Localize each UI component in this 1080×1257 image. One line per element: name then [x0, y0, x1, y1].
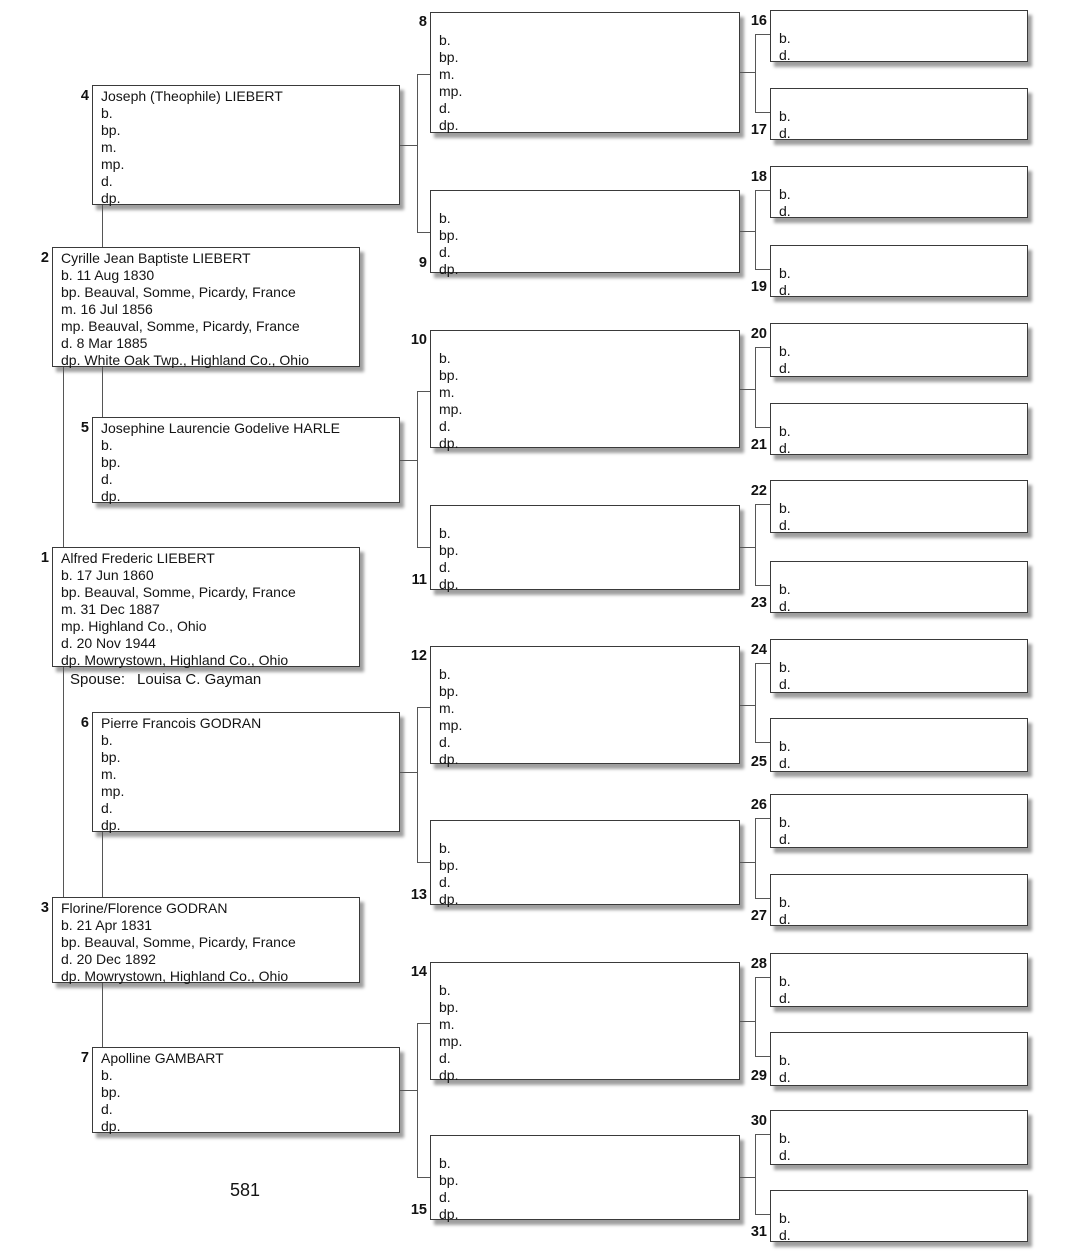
person-fields	[779, 1210, 1023, 1244]
person-name: Florine/Florence GODRAN	[61, 900, 228, 916]
connector-line	[417, 74, 430, 75]
person-fields	[779, 500, 1023, 534]
field-line: d.	[779, 911, 791, 927]
person-name	[779, 248, 1023, 265]
person-name: Josephine Laurencie Godelive HARLE	[101, 420, 340, 436]
field-line: bp.	[101, 749, 121, 765]
field-line: dp.	[439, 1067, 459, 1083]
field-line: mp.	[439, 83, 463, 99]
person-fields	[61, 917, 355, 985]
connector-line	[63, 367, 64, 547]
field-line: dp. Mowrystown, Highland Co., Ohio	[61, 968, 289, 984]
field-line: b.	[101, 105, 113, 121]
person-name	[439, 508, 735, 525]
pedigree-box-13	[430, 820, 740, 905]
person-fields	[779, 1052, 1023, 1086]
person-name	[439, 649, 735, 666]
spouse-name: Louisa C. Gayman	[137, 671, 262, 688]
person-name	[779, 642, 1023, 659]
field-line: b.	[101, 732, 113, 748]
field-line: d.	[779, 282, 791, 298]
person-fields	[779, 581, 1023, 615]
person-number-19: 19	[750, 279, 767, 295]
person-fields	[439, 666, 735, 768]
person-name: Pierre Francois GODRAN	[101, 715, 262, 731]
field-line: d.	[439, 559, 451, 575]
pedigree-box-29	[770, 1032, 1028, 1086]
person-number-27: 27	[750, 908, 767, 924]
person-number-4: 4	[80, 88, 89, 104]
connector-line	[417, 232, 430, 233]
person-name	[779, 1113, 1023, 1130]
field-line: bp.	[439, 1172, 459, 1188]
person-number-21: 21	[750, 437, 767, 453]
person-name: Cyrille Jean Baptiste LIEBERT	[61, 250, 251, 266]
person-name	[439, 823, 735, 840]
field-line: dp.	[439, 117, 459, 133]
person-name	[779, 564, 1023, 581]
person-number-26: 26	[750, 797, 767, 813]
field-line: b.	[779, 659, 791, 675]
person-fields	[439, 32, 735, 134]
field-line: d. 8 Mar 1885	[61, 335, 148, 351]
field-line: d.	[439, 100, 451, 116]
field-line: mp.	[101, 156, 125, 172]
page-number: 581	[229, 1180, 261, 1200]
field-line: b.	[439, 1155, 451, 1171]
connector-line	[740, 862, 755, 863]
pedigree-box-17	[770, 88, 1028, 140]
person-name	[779, 721, 1023, 738]
field-line: dp.	[101, 190, 121, 206]
field-line: b. 21 Apr 1831	[61, 917, 153, 933]
person-number-11: 11	[411, 572, 427, 588]
pedigree-box-26	[770, 794, 1028, 848]
field-line: dp.	[439, 261, 459, 277]
person-fields	[61, 567, 355, 669]
field-line: b.	[101, 1067, 113, 1083]
person-name	[779, 406, 1023, 423]
field-line: b.	[779, 265, 791, 281]
field-line: d.	[779, 1069, 791, 1085]
pedigree-box-24	[770, 639, 1028, 693]
field-line: d.	[779, 755, 791, 771]
field-line: b.	[779, 738, 791, 754]
connector-line	[755, 34, 756, 112]
field-line: d.	[779, 125, 791, 141]
connector-line	[755, 977, 756, 1056]
field-line: d.	[101, 1101, 113, 1117]
connector-line	[740, 1021, 755, 1022]
field-line: dp.	[439, 751, 459, 767]
field-line: bp.	[439, 542, 459, 558]
field-line: b.	[779, 1052, 791, 1068]
connector-line	[755, 1214, 770, 1215]
connector-line	[417, 707, 430, 708]
person-name	[779, 169, 1023, 186]
field-line: bp.	[101, 1084, 121, 1100]
pedigree-box-9	[430, 190, 740, 277]
pedigree-box-25	[770, 718, 1028, 772]
connector-line	[740, 1177, 755, 1178]
field-line: m.	[101, 766, 117, 782]
pedigree-box-20	[770, 323, 1028, 377]
field-line: m.	[101, 139, 117, 155]
field-line: b. 17 Jun 1860	[61, 567, 154, 583]
field-line: dp.	[439, 891, 459, 907]
person-fields	[779, 894, 1023, 928]
person-fields	[61, 267, 355, 369]
person-name	[779, 877, 1023, 894]
field-line: d.	[439, 734, 451, 750]
person-fields	[101, 105, 395, 207]
person-name: Apolline GAMBART	[101, 1050, 224, 1066]
connector-line	[63, 667, 64, 897]
connector-line	[102, 832, 103, 897]
connector-line	[755, 112, 770, 113]
connector-line	[417, 391, 418, 547]
pedigree-box-10	[430, 330, 740, 451]
pedigree-box-30	[770, 1110, 1028, 1165]
person-fields	[439, 525, 735, 593]
field-line: m.	[439, 384, 455, 400]
pedigree-box-6	[92, 712, 400, 832]
spouse-line	[70, 671, 261, 688]
field-line: d.	[439, 244, 451, 260]
field-line: d.	[779, 440, 791, 456]
field-line: b.	[779, 1210, 791, 1226]
connector-line	[417, 1023, 418, 1177]
pedigree-box-22	[770, 480, 1028, 533]
field-line: bp. Beauval, Somme, Picardy, France	[61, 584, 296, 600]
connector-line	[400, 1090, 417, 1091]
person-number-12: 12	[410, 648, 427, 664]
person-fields	[779, 423, 1023, 457]
connector-line	[755, 34, 770, 35]
field-line: d.	[439, 874, 451, 890]
connector-line	[740, 72, 755, 73]
pedigree-box-2	[52, 247, 360, 367]
person-number-5: 5	[80, 420, 89, 436]
pedigree-box-16	[770, 10, 1028, 62]
person-fields	[779, 265, 1023, 299]
connector-line	[755, 1134, 770, 1135]
pedigree-box-3	[52, 897, 360, 983]
person-fields	[779, 814, 1023, 848]
connector-line	[740, 389, 755, 390]
pedigree-box-28	[770, 953, 1028, 1007]
pedigree-box-15	[430, 1135, 740, 1220]
pedigree-box-8	[430, 12, 740, 133]
field-line: bp.	[101, 454, 121, 470]
field-line: bp.	[439, 227, 459, 243]
person-fields	[779, 1130, 1023, 1164]
person-number-31: 31	[750, 1224, 767, 1240]
person-number-13: 13	[410, 887, 427, 903]
person-fields	[779, 973, 1023, 1007]
field-line: b.	[439, 210, 451, 226]
field-line: b.	[779, 423, 791, 439]
person-name	[779, 956, 1023, 973]
person-fields	[779, 659, 1023, 693]
person-fields	[439, 840, 735, 908]
spouse-label: Spouse:	[70, 671, 126, 688]
field-line: b.	[779, 1130, 791, 1146]
person-number-8: 8	[418, 14, 427, 30]
connector-line	[417, 74, 418, 232]
connector-line	[755, 663, 756, 742]
person-number-20: 20	[750, 326, 767, 342]
connector-line	[417, 391, 430, 392]
pedigree-box-14	[430, 962, 740, 1083]
field-line: mp.	[439, 717, 463, 733]
pedigree-box-23	[770, 561, 1028, 613]
field-line: m.	[439, 700, 455, 716]
pedigree-box-19	[770, 245, 1028, 297]
person-name	[779, 483, 1023, 500]
connector-line	[755, 818, 770, 819]
field-line: b.	[439, 666, 451, 682]
person-fields	[101, 437, 395, 505]
connector-line	[102, 205, 103, 247]
person-name	[779, 326, 1023, 343]
connector-line	[755, 898, 770, 899]
person-fields	[439, 210, 735, 278]
field-line: mp. Highland Co., Ohio	[61, 618, 207, 634]
pedigree-box-11	[430, 505, 740, 590]
connector-line	[755, 504, 770, 505]
connector-line	[417, 1177, 430, 1178]
field-line: b.	[439, 32, 451, 48]
field-line: d. 20 Dec 1892	[61, 951, 156, 967]
field-line: b.	[779, 30, 791, 46]
field-line: mp.	[439, 1033, 463, 1049]
field-line: b.	[779, 500, 791, 516]
field-line: b.	[779, 814, 791, 830]
connector-line	[755, 818, 756, 898]
field-line: bp.	[101, 122, 121, 138]
connector-line	[755, 977, 770, 978]
field-line: d.	[779, 517, 791, 533]
connector-line	[740, 547, 755, 548]
field-line: m.	[439, 66, 455, 82]
field-line: bp.	[439, 683, 459, 699]
field-line: d.	[439, 418, 451, 434]
field-line: d. 20 Nov 1944	[61, 635, 156, 651]
person-fields	[779, 186, 1023, 220]
person-number-3: 3	[40, 900, 49, 916]
person-name	[779, 797, 1023, 814]
connector-line	[755, 190, 770, 191]
person-number-23: 23	[750, 595, 767, 611]
field-line: b.	[779, 186, 791, 202]
field-line: mp. Beauval, Somme, Picardy, France	[61, 318, 300, 334]
field-line: b. 11 Aug 1830	[61, 267, 155, 283]
field-line: d.	[779, 203, 791, 219]
connector-line	[740, 231, 755, 232]
field-line: dp.	[101, 1118, 121, 1134]
connector-line	[755, 1056, 770, 1057]
pedigree-box-18	[770, 166, 1028, 218]
connector-line	[755, 190, 756, 269]
person-name: Alfred Frederic LIEBERT	[61, 550, 215, 566]
field-line: d.	[779, 676, 791, 692]
person-number-29: 29	[750, 1068, 767, 1084]
field-line: m. 16 Jul 1856	[61, 301, 153, 317]
person-number-6: 6	[80, 715, 89, 731]
person-fields	[439, 350, 735, 452]
connector-line	[417, 862, 430, 863]
field-line: d.	[779, 990, 791, 1006]
connector-line	[755, 1134, 756, 1214]
connector-line	[755, 269, 770, 270]
person-fields	[779, 738, 1023, 772]
connector-line	[417, 707, 418, 862]
field-line: d.	[439, 1189, 451, 1205]
person-fields	[101, 1067, 395, 1135]
field-line: b.	[439, 350, 451, 366]
person-number-22: 22	[750, 483, 767, 499]
person-fields	[439, 982, 735, 1084]
pedigree-box-21	[770, 403, 1028, 455]
field-line: d.	[101, 471, 113, 487]
connector-line	[417, 1023, 430, 1024]
connector-line	[755, 504, 756, 585]
field-line: mp.	[439, 401, 463, 417]
person-number-17: 17	[750, 122, 767, 138]
pedigree-box-4	[92, 85, 400, 205]
person-name	[439, 965, 735, 982]
connector-line	[755, 347, 770, 348]
field-line: d.	[101, 173, 113, 189]
person-number-24: 24	[750, 642, 767, 658]
field-line: d.	[779, 47, 791, 63]
field-line: dp. White Oak Twp., Highland Co., Ohio	[61, 352, 309, 368]
person-name: Joseph (Theophile) LIEBERT	[101, 88, 283, 104]
person-number-30: 30	[750, 1113, 767, 1129]
person-fields	[439, 1155, 735, 1223]
field-line: m. 31 Dec 1887	[61, 601, 160, 617]
connector-line	[417, 547, 430, 548]
person-number-2: 2	[40, 250, 49, 266]
connector-line	[400, 145, 417, 146]
person-number-28: 28	[750, 956, 767, 972]
field-line: d.	[779, 1227, 791, 1243]
field-line: dp.	[439, 435, 459, 451]
person-number-7: 7	[80, 1050, 89, 1066]
field-line: b.	[779, 894, 791, 910]
person-name	[779, 91, 1023, 108]
person-number-16: 16	[750, 13, 767, 29]
connector-line	[755, 427, 770, 428]
field-line: b.	[101, 437, 113, 453]
field-line: d.	[779, 1147, 791, 1163]
field-line: bp.	[439, 999, 459, 1015]
connector-line	[755, 742, 770, 743]
field-line: b.	[439, 525, 451, 541]
field-line: b.	[439, 840, 451, 856]
field-line: bp.	[439, 367, 459, 383]
field-line: b.	[779, 973, 791, 989]
field-line: d.	[439, 1050, 451, 1066]
field-line: b.	[779, 108, 791, 124]
person-name	[779, 1035, 1023, 1052]
connector-line	[400, 460, 417, 461]
connector-line	[755, 585, 770, 586]
field-line: b.	[779, 343, 791, 359]
person-number-18: 18	[750, 169, 767, 185]
pedigree-box-1	[52, 547, 360, 667]
connector-line	[755, 663, 770, 664]
field-line: mp.	[101, 783, 125, 799]
person-name	[779, 1193, 1023, 1210]
field-line: dp.	[101, 488, 121, 504]
field-line: b.	[779, 581, 791, 597]
field-line: bp.	[439, 49, 459, 65]
pedigree-box-31	[770, 1190, 1028, 1242]
pedigree-box-5	[92, 417, 400, 503]
person-name	[439, 1138, 735, 1155]
pedigree-box-12	[430, 646, 740, 767]
connector-line	[400, 772, 417, 773]
connector-line	[102, 367, 103, 417]
person-name	[439, 333, 735, 350]
person-number-14: 14	[410, 964, 427, 980]
field-line: d.	[101, 800, 113, 816]
person-number-9: 9	[418, 255, 427, 271]
field-line: bp. Beauval, Somme, Picardy, France	[61, 934, 296, 950]
field-line: bp. Beauval, Somme, Picardy, France	[61, 284, 296, 300]
field-line: dp.	[439, 576, 459, 592]
field-line: dp. Mowrystown, Highland Co., Ohio	[61, 652, 289, 668]
field-line: b.	[439, 982, 451, 998]
field-line: dp.	[439, 1206, 459, 1222]
person-fields	[101, 732, 395, 834]
field-line: d.	[779, 831, 791, 847]
pedigree-box-27	[770, 874, 1028, 926]
person-name	[439, 193, 735, 210]
connector-line	[740, 705, 755, 706]
person-number-1: 1	[40, 550, 49, 566]
connector-line	[102, 983, 103, 1047]
field-line: dp.	[101, 817, 121, 833]
person-fields	[779, 30, 1023, 64]
field-line: m.	[439, 1016, 455, 1032]
person-name	[439, 15, 735, 32]
pedigree-box-7	[92, 1047, 400, 1133]
field-line: d.	[779, 360, 791, 376]
person-number-15: 15	[410, 1202, 427, 1218]
person-fields	[779, 343, 1023, 377]
person-number-10: 10	[410, 332, 427, 348]
person-number-25: 25	[750, 754, 767, 770]
field-line: d.	[779, 598, 791, 614]
connector-line	[755, 347, 756, 427]
field-line: bp.	[439, 857, 459, 873]
person-name	[779, 13, 1023, 30]
person-fields	[779, 108, 1023, 142]
